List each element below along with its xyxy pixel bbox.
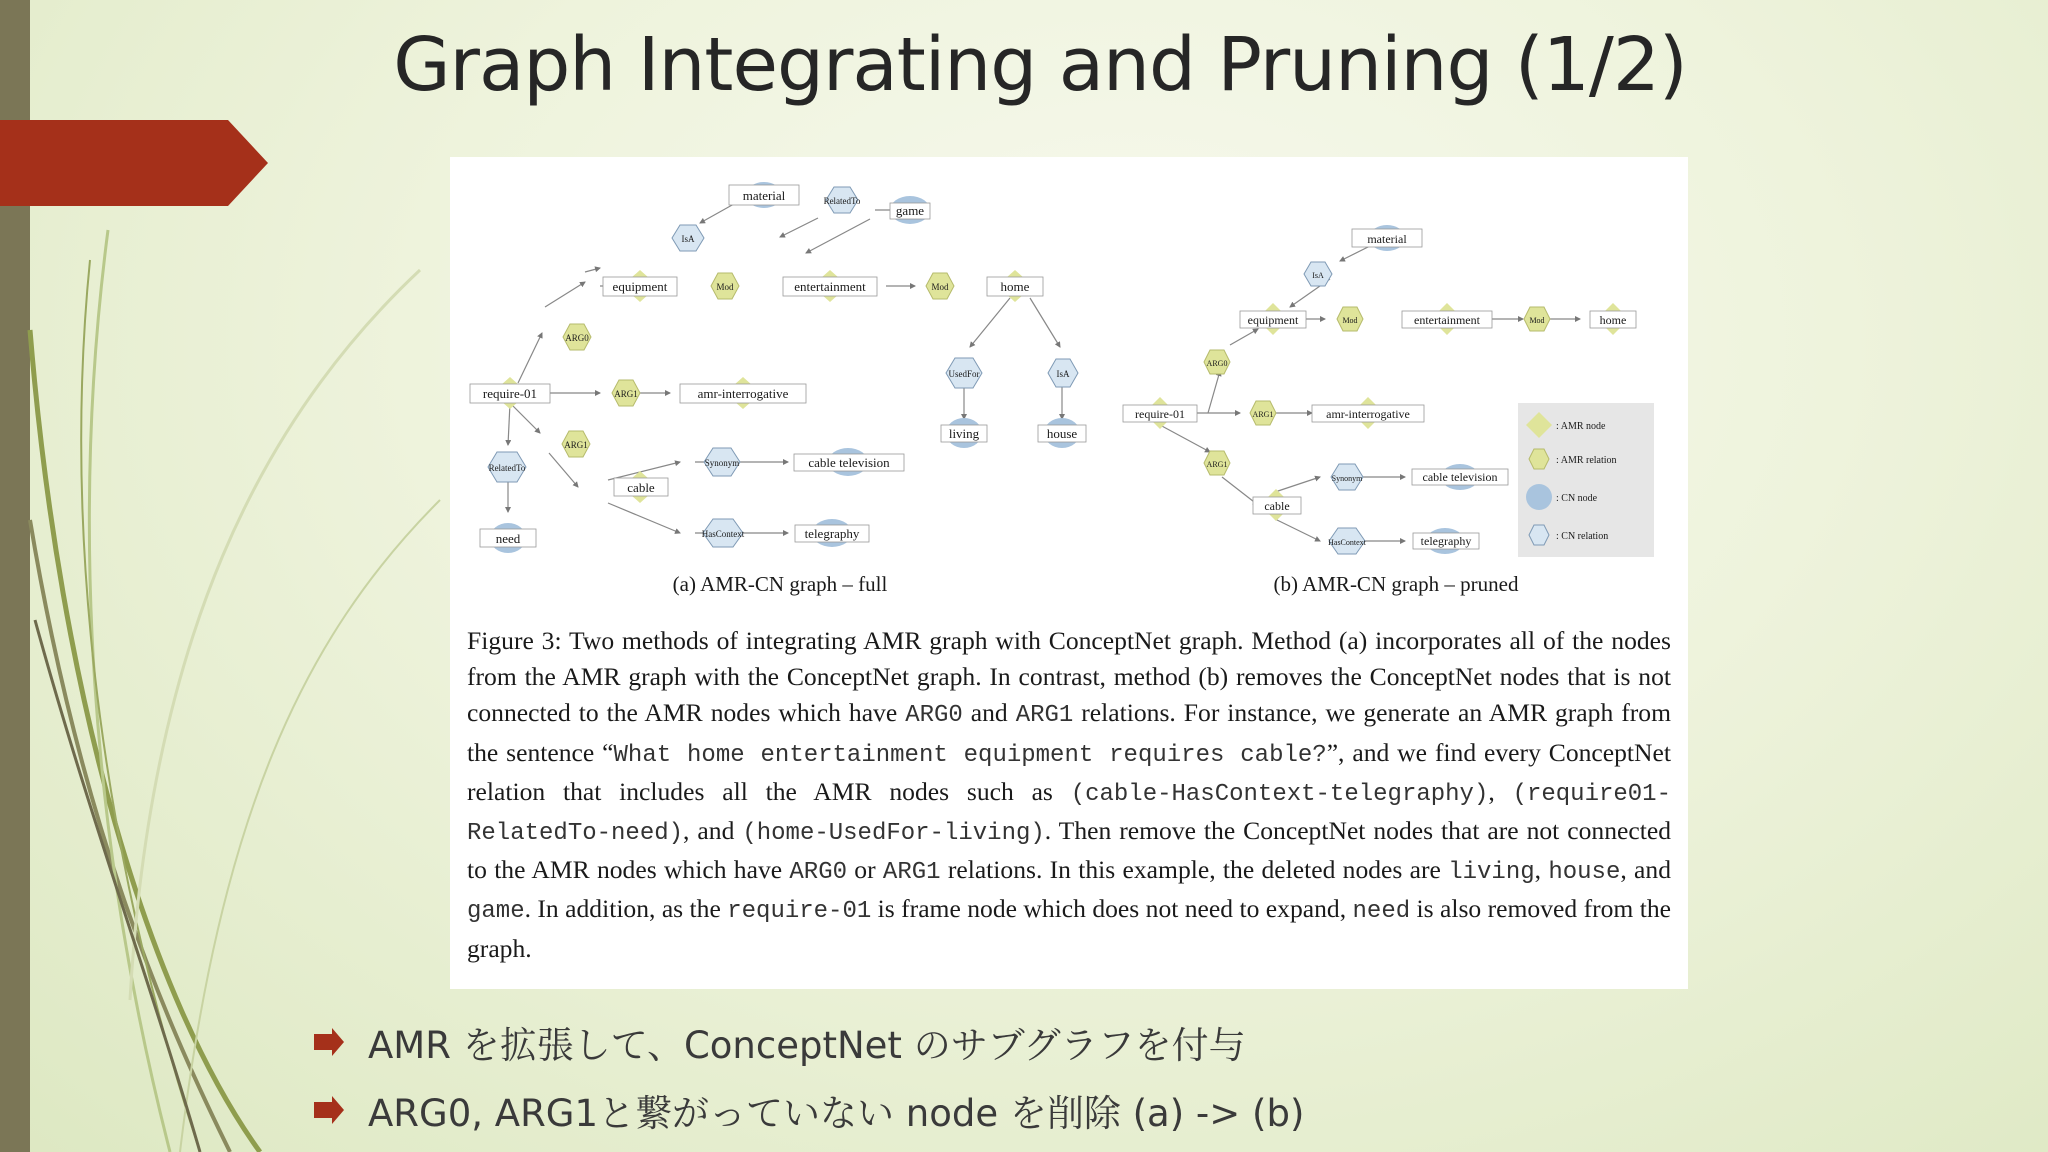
legend-label: : CN relation: [1556, 531, 1609, 542]
panel-b-title: (b) AMR-CN graph – pruned: [1273, 572, 1519, 596]
amr-node: [1402, 303, 1492, 335]
node-label: Mod: [716, 282, 734, 292]
cn-relation: [704, 448, 740, 476]
cn-relation: [672, 225, 704, 251]
amr-node: [1312, 397, 1424, 429]
amr-relation: [711, 273, 739, 299]
curve: [81, 260, 200, 1152]
legend: [1518, 403, 1654, 557]
amr-relation: [612, 380, 640, 406]
panel-b-edges: [1150, 239, 1580, 541]
amr-relation: [926, 273, 954, 299]
node-label: ARG1: [1252, 410, 1274, 419]
node-label: HasContext: [1328, 538, 1366, 547]
node-label: home: [1000, 279, 1030, 294]
curve: [30, 330, 260, 1152]
node-label: entertainment: [1414, 313, 1480, 327]
node-label: cable: [627, 480, 655, 495]
cn-node: [941, 418, 987, 448]
curve: [30, 520, 230, 1152]
cn-node: [795, 519, 869, 547]
cn-relation: [1331, 464, 1363, 490]
sidebar-bar: [0, 0, 30, 1152]
panel-a-nodes: [470, 182, 1086, 553]
cn-node: [794, 448, 904, 476]
node-label: equipment: [612, 279, 668, 294]
node-label: amr-interrogative: [697, 386, 789, 401]
arrow-bullet-icon: [312, 1028, 346, 1056]
node-label: ARG1: [564, 440, 588, 450]
amr-node: [470, 377, 550, 409]
amr-relation: [563, 324, 591, 350]
bullet-list: [312, 1008, 1304, 1144]
cn-relation: [1304, 262, 1332, 286]
amr-relation: [1337, 307, 1363, 331]
amr-relation: [1204, 350, 1230, 374]
amr-node: [614, 471, 668, 503]
legend-amr-relation-icon: [1529, 449, 1549, 469]
curve: [35, 620, 200, 1152]
amr-node: [680, 377, 806, 409]
title-accent-pointer: [0, 120, 268, 206]
amr-node: [1123, 397, 1197, 429]
cn-relation: [488, 452, 526, 482]
node-label: house: [1046, 426, 1078, 441]
arrow-bullet-icon: [312, 1096, 346, 1124]
cn-node: [1352, 225, 1422, 251]
amr-node: [1253, 489, 1301, 521]
amr-cn-graph-figure: [450, 157, 1688, 617]
node-label: RelatedTo: [488, 463, 526, 473]
node-label: IsA: [1056, 369, 1070, 379]
cn-relation: [1048, 359, 1078, 387]
node-label: UsedFor: [948, 369, 980, 379]
cn-node: [729, 182, 799, 208]
node-label: need: [495, 531, 521, 546]
node-label: ARG0: [565, 333, 589, 343]
cn-relation: [824, 187, 861, 213]
cn-node: [1038, 418, 1086, 448]
curve: [89, 230, 170, 1152]
node-label: material: [742, 188, 786, 203]
node-label: Mod: [1529, 316, 1545, 325]
legend-cn-node-icon: [1526, 484, 1552, 510]
node-label: RelatedTo: [823, 196, 861, 206]
node-label: equipment: [1247, 313, 1299, 327]
node-label: HasContext: [701, 529, 745, 539]
legend-label: : AMR node: [1556, 421, 1606, 432]
amr-relation: [1524, 307, 1550, 331]
panel-a-edges: [508, 195, 1062, 533]
node-label: require-01: [1135, 407, 1185, 421]
curve: [130, 270, 420, 1000]
node-label: IsA: [681, 234, 695, 244]
figure-panel: [450, 157, 1688, 989]
legend-label: : CN node: [1556, 493, 1598, 504]
panel-a-title: (a) AMR-CN graph – full: [672, 572, 888, 596]
node-label: entertainment: [794, 279, 866, 294]
bullet-item: [312, 1076, 1304, 1144]
node-label: telegraphy: [1420, 534, 1472, 548]
slide-title: Graph Integrating and Pruning (1/2): [393, 22, 1687, 108]
node-label: telegraphy: [804, 526, 860, 541]
amr-node: [783, 270, 877, 302]
node-label: game: [895, 203, 925, 218]
node-label: Mod: [1342, 316, 1358, 325]
cn-relation: [1328, 528, 1367, 554]
node-label: home: [1599, 313, 1627, 327]
amr-relation: [1250, 401, 1276, 425]
amr-node: [603, 270, 677, 302]
bullet-text: AMR を拡張して、ConceptNet のサブグラフを付与: [368, 1024, 1246, 1067]
node-label: require-01: [482, 386, 538, 401]
node-label: Synonym: [704, 458, 740, 468]
node-label: living: [948, 426, 980, 441]
figure-caption: Figure 3: Two methods of integrating AMR graph with ConceptNet graph. Method (a) incorporates all of the nodes from the AMR graph with the ConceptNet graph. In contrast, method (b) removes the ConceptNet nodes that is not connected to the AMR nodes which have ARG0 and ARG1 relations. For instance, we generate an AMR graph from the sentence “What home entertainment equipment requires cable?”, and we find every ConceptNet relation that includes all the AMR nodes such as (cable-HasContext-telegraphy), (require01-RelatedTo-need), and (home-UsedFor-living). Then remove the ConceptNet nodes that are not connected to the AMR nodes which have ARG0 or ARG1 relations. In this example, the deleted nodes are living, house, and game. In addition, as the require-01 is frame node which does not need to expand, need is also removed from the graph.: [467, 626, 1672, 963]
node-label: ARG1: [614, 389, 638, 399]
cn-node: [1413, 528, 1479, 554]
amr-relation: [562, 431, 590, 457]
node-label: cable television: [1422, 470, 1498, 484]
amr-node: [987, 270, 1043, 302]
cn-relation: [946, 358, 982, 388]
cn-node: [1412, 464, 1508, 490]
bullet-item: [312, 1008, 1304, 1076]
node-label: Synonym: [1331, 474, 1363, 483]
node-label: amr-interrogative: [1326, 407, 1410, 421]
legend-cn-relation-icon: [1529, 525, 1549, 545]
node-label: material: [1367, 232, 1407, 246]
node-label: IsA: [1312, 271, 1324, 280]
amr-relation: [1204, 451, 1230, 475]
node-label: cable television: [808, 455, 890, 470]
node-label: cable: [1264, 499, 1290, 513]
amr-node: [1590, 303, 1636, 335]
cn-node: [480, 523, 536, 553]
cn-node: [890, 196, 930, 224]
node-label: ARG0: [1206, 359, 1228, 368]
bullet-text: ARG0, ARG1と繋がっていない node を削除 (a) -> (b): [368, 1092, 1305, 1135]
cn-relation: [702, 519, 745, 547]
node-label: ARG1: [1206, 460, 1228, 469]
amr-node: [1240, 303, 1306, 335]
node-label: Mod: [931, 282, 949, 292]
legend-label: : AMR relation: [1556, 455, 1617, 466]
